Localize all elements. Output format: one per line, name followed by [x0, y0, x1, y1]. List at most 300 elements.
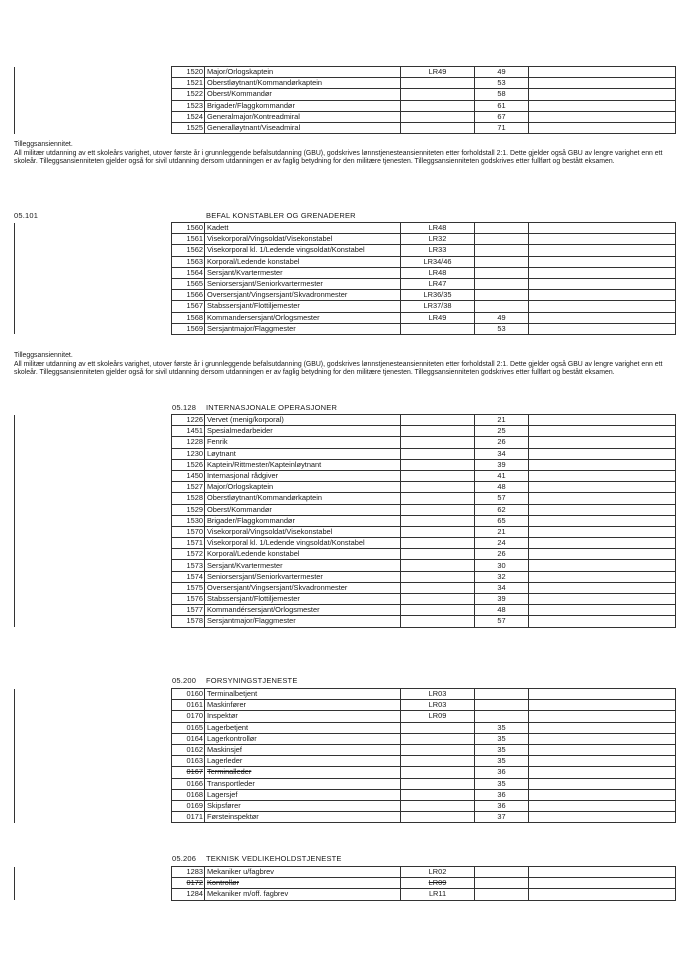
row-title: Lagersjef [205, 789, 401, 800]
row-blank [529, 459, 676, 470]
row-number [475, 711, 529, 722]
row-spacer [15, 605, 172, 616]
section-title: INTERNASJONALE OPERASJONER [206, 403, 338, 412]
row-title: Generalløytnant/Viseadmiral [205, 122, 401, 133]
table-row [15, 278, 676, 289]
row-number [475, 234, 529, 245]
row-code: 1451 [172, 426, 205, 437]
row-lr-grade: LR32 [401, 234, 475, 245]
row-code: 0169 [172, 800, 205, 811]
row-number: 57 [475, 493, 529, 504]
row-spacer [15, 312, 172, 323]
row-blank [529, 223, 676, 234]
position-table [14, 688, 676, 823]
table-row [15, 437, 676, 448]
row-number: 37 [475, 812, 529, 823]
row-number: 25 [475, 426, 529, 437]
row-spacer [15, 767, 172, 778]
row-spacer [15, 689, 172, 700]
table-row [15, 470, 676, 481]
row-number: 53 [475, 323, 529, 334]
row-lr-grade: LR03 [401, 700, 475, 711]
row-number: 53 [475, 78, 529, 89]
row-lr-grade [401, 78, 475, 89]
row-blank [529, 778, 676, 789]
row-title: Sersjantmajor/Flaggmester [205, 323, 401, 334]
table-row [15, 616, 676, 627]
table-row [15, 323, 676, 334]
row-blank [529, 448, 676, 459]
row-code: 1577 [172, 605, 205, 616]
row-spacer [15, 711, 172, 722]
row-number: 39 [475, 459, 529, 470]
row-lr-grade [401, 100, 475, 111]
row-spacer [15, 778, 172, 789]
row-title: Oberstløytnant/Kommandørkaptein [205, 78, 401, 89]
row-number: 30 [475, 560, 529, 571]
row-lr-grade [401, 560, 475, 571]
row-code: 0172 [172, 878, 205, 889]
row-title: Inspektør [205, 711, 401, 722]
row-lr-grade [401, 767, 475, 778]
row-code: 1530 [172, 515, 205, 526]
section-code: 05.206 [172, 854, 197, 863]
row-title: Vervet (menig/korporal) [205, 415, 401, 426]
row-code: 1562 [172, 245, 205, 256]
table-row [15, 111, 676, 122]
note-text: All militær utdanning av ett skoleårs varighet, utover første år i grunnleggende befalsutdanning (GBU), godskrives lønnstjenesteansienniteten etter forholdstall 2:1. Dette gjelder også GBU av lengre varighet enn ett skoleår. Tilleggsansienniteten gjelder også for sivil utdanning dersom utdanningen er av faglig betydning for den militære tjenesten. Tilleggsansienniteten godskrives etter fullført og bestått eksamen. [14, 149, 663, 166]
table-row [15, 504, 676, 515]
table-row [15, 889, 676, 900]
row-title: Lagerbetjent [205, 722, 401, 733]
seniority-note [14, 352, 675, 378]
row-blank [529, 515, 676, 526]
row-number: 67 [475, 111, 529, 122]
row-number: 49 [475, 312, 529, 323]
row-lr-grade: LR48 [401, 223, 475, 234]
row-code: 1228 [172, 437, 205, 448]
row-spacer [15, 878, 172, 889]
table-row [15, 426, 676, 437]
row-number: 35 [475, 733, 529, 744]
row-code: 1570 [172, 526, 205, 537]
row-code: 1575 [172, 582, 205, 593]
table-section-internasjonale [14, 414, 675, 628]
row-code: 0168 [172, 789, 205, 800]
table-row [15, 767, 676, 778]
row-spacer [15, 290, 172, 301]
row-code: 1560 [172, 223, 205, 234]
row-code: 1576 [172, 594, 205, 605]
row-code: 1524 [172, 111, 205, 122]
row-title: Korporal/Ledende konstabel [205, 549, 401, 560]
row-blank [529, 278, 676, 289]
row-title: Korporal/Ledende konstabel [205, 256, 401, 267]
table-row [15, 571, 676, 582]
section-title: TEKNISK VEDLIKEHOLDSTJENESTE [206, 854, 342, 863]
table-row [15, 756, 676, 767]
table-row [15, 594, 676, 605]
row-lr-grade: LR09 [401, 711, 475, 722]
position-table [14, 222, 676, 335]
row-lr-grade [401, 111, 475, 122]
row-code: 0162 [172, 744, 205, 755]
row-blank [529, 504, 676, 515]
row-code: 0164 [172, 733, 205, 744]
row-spacer [15, 889, 172, 900]
row-code: 1528 [172, 493, 205, 504]
row-blank [529, 889, 676, 900]
row-title: Visekorporal kl. 1/Ledende vingsoldat/Konstabel [205, 245, 401, 256]
row-lr-grade [401, 616, 475, 627]
row-lr-grade: LR02 [401, 867, 475, 878]
table-row [15, 878, 676, 889]
row-number: 36 [475, 800, 529, 811]
row-code: 1561 [172, 234, 205, 245]
row-lr-grade [401, 549, 475, 560]
row-spacer [15, 616, 172, 627]
table-row [15, 733, 676, 744]
row-number [475, 889, 529, 900]
row-title: Kommandérsersjant/Orlogsmester [205, 605, 401, 616]
row-code: 1569 [172, 323, 205, 334]
row-lr-grade: LR33 [401, 245, 475, 256]
row-lr-grade [401, 733, 475, 744]
row-lr-grade [401, 538, 475, 549]
row-code: 1526 [172, 459, 205, 470]
table-row [15, 582, 676, 593]
row-lr-grade [401, 778, 475, 789]
row-spacer [15, 267, 172, 278]
row-lr-grade: LR11 [401, 889, 475, 900]
row-blank [529, 571, 676, 582]
row-lr-grade [401, 437, 475, 448]
table-row [15, 526, 676, 537]
row-number [475, 245, 529, 256]
table-row [15, 459, 676, 470]
row-title: Oversersjant/Vingsersjant/Skvadronmester [205, 290, 401, 301]
row-number: 57 [475, 616, 529, 627]
row-number: 35 [475, 722, 529, 733]
row-spacer [15, 245, 172, 256]
row-code: 1230 [172, 448, 205, 459]
row-code: 0171 [172, 812, 205, 823]
row-title: Seniorsersjant/Seniorkvartermester [205, 571, 401, 582]
row-number: 39 [475, 594, 529, 605]
row-spacer [15, 549, 172, 560]
row-number [475, 267, 529, 278]
row-code: 1571 [172, 538, 205, 549]
row-spacer [15, 89, 172, 100]
row-spacer [15, 700, 172, 711]
table-row [15, 67, 676, 78]
row-blank [529, 756, 676, 767]
row-title: Brigader/Flaggkommandør [205, 515, 401, 526]
row-blank [529, 867, 676, 878]
row-number: 26 [475, 437, 529, 448]
row-blank [529, 234, 676, 245]
row-spacer [15, 426, 172, 437]
row-spacer [15, 515, 172, 526]
row-lr-grade: LR47 [401, 278, 475, 289]
row-blank [529, 722, 676, 733]
row-number: 35 [475, 778, 529, 789]
row-lr-grade [401, 526, 475, 537]
row-title: Kaptein/Rittmester/Kapteinløytnant [205, 459, 401, 470]
row-number: 35 [475, 744, 529, 755]
row-number [475, 223, 529, 234]
table-row [15, 867, 676, 878]
row-code: 1226 [172, 415, 205, 426]
row-title: Sersjantmajor/Flaggmester [205, 616, 401, 627]
row-number: 34 [475, 582, 529, 593]
row-blank [529, 415, 676, 426]
row-spacer [15, 722, 172, 733]
row-number: 61 [475, 100, 529, 111]
row-title: Visekorporal/Vingsoldat/Visekonstabel [205, 526, 401, 537]
row-blank [529, 290, 676, 301]
row-lr-grade [401, 594, 475, 605]
row-lr-grade: LR49 [401, 67, 475, 78]
row-blank [529, 616, 676, 627]
row-code: 1527 [172, 482, 205, 493]
table-row [15, 122, 676, 133]
row-spacer [15, 256, 172, 267]
row-lr-grade [401, 493, 475, 504]
row-title: Lagerkontrollør [205, 733, 401, 744]
row-spacer [15, 504, 172, 515]
table-row [15, 605, 676, 616]
row-number: 26 [475, 549, 529, 560]
row-lr-grade [401, 415, 475, 426]
row-blank [529, 733, 676, 744]
row-code: 1567 [172, 301, 205, 312]
table-row [15, 493, 676, 504]
row-lr-grade [401, 744, 475, 755]
row-spacer [15, 571, 172, 582]
table-section-forsyning [14, 688, 675, 823]
table-row [15, 515, 676, 526]
row-number [475, 301, 529, 312]
table-row [15, 223, 676, 234]
section-code: 05.128 [172, 403, 197, 412]
row-code: 1284 [172, 889, 205, 900]
row-title: Visekorporal kl. 1/Ledende vingsoldat/Konstabel [205, 538, 401, 549]
row-spacer [15, 470, 172, 481]
row-title: Oversersjant/Vingsersjant/Skvadronmester [205, 582, 401, 593]
row-blank [529, 711, 676, 722]
row-blank [529, 538, 676, 549]
position-table [14, 866, 676, 901]
row-number: 62 [475, 504, 529, 515]
row-blank [529, 526, 676, 537]
row-lr-grade [401, 459, 475, 470]
row-title: Brigader/Flaggkommandør [205, 100, 401, 111]
section-title: FORSYNINGSTJENESTE [206, 676, 298, 685]
row-number [475, 689, 529, 700]
row-blank [529, 437, 676, 448]
table-row [15, 700, 676, 711]
row-blank [529, 493, 676, 504]
section-title: BEFAL KONSTABLER OG GRENADERER [206, 211, 356, 220]
row-number [475, 290, 529, 301]
row-spacer [15, 538, 172, 549]
table-row [15, 448, 676, 459]
row-number: 21 [475, 415, 529, 426]
row-blank [529, 267, 676, 278]
table-row [15, 812, 676, 823]
row-number: 35 [475, 756, 529, 767]
row-spacer [15, 234, 172, 245]
row-number: 71 [475, 122, 529, 133]
table-section-teknisk [14, 866, 675, 901]
row-spacer [15, 812, 172, 823]
table-row [15, 301, 676, 312]
row-code: 1283 [172, 867, 205, 878]
table-row [15, 234, 676, 245]
row-spacer [15, 482, 172, 493]
note-heading: Tilleggsansiennitet. [14, 352, 73, 359]
table-row [15, 689, 676, 700]
table-row [15, 482, 676, 493]
position-table [14, 66, 676, 134]
table-row [15, 549, 676, 560]
row-code: 0165 [172, 722, 205, 733]
row-title: Sersjant/Kvartermester [205, 267, 401, 278]
row-lr-grade [401, 89, 475, 100]
row-number: 32 [475, 571, 529, 582]
row-blank [529, 122, 676, 133]
table-section-continuation [14, 66, 675, 134]
row-spacer [15, 448, 172, 459]
row-lr-grade [401, 122, 475, 133]
row-lr-grade [401, 789, 475, 800]
row-spacer [15, 437, 172, 448]
row-spacer [15, 493, 172, 504]
note-heading: Tilleggsansiennitet. [14, 141, 73, 148]
row-number [475, 278, 529, 289]
row-code: 1572 [172, 549, 205, 560]
row-lr-grade [401, 605, 475, 616]
row-spacer [15, 744, 172, 755]
table-row [15, 778, 676, 789]
row-title: Skipsfører [205, 800, 401, 811]
table-row [15, 312, 676, 323]
row-lr-grade: LR09 [401, 878, 475, 889]
row-number: 34 [475, 448, 529, 459]
row-blank [529, 549, 676, 560]
row-spacer [15, 800, 172, 811]
row-blank [529, 67, 676, 78]
row-number: 41 [475, 470, 529, 481]
row-code: 1523 [172, 100, 205, 111]
row-blank [529, 111, 676, 122]
row-code: 1529 [172, 504, 205, 515]
row-lr-grade [401, 571, 475, 582]
table-row [15, 711, 676, 722]
table-row [15, 100, 676, 111]
row-spacer [15, 100, 172, 111]
row-spacer [15, 415, 172, 426]
row-title: Spesialmedarbeider [205, 426, 401, 437]
row-code: 0170 [172, 711, 205, 722]
row-spacer [15, 459, 172, 470]
row-title: Maskinsjef [205, 744, 401, 755]
table-row [15, 722, 676, 733]
row-title: Kontrollør [205, 878, 401, 889]
row-number [475, 256, 529, 267]
row-code: 1564 [172, 267, 205, 278]
row-code: 0166 [172, 778, 205, 789]
row-title: Transportleder [205, 778, 401, 789]
table-row [15, 290, 676, 301]
row-number: 65 [475, 515, 529, 526]
row-spacer [15, 756, 172, 767]
row-number: 21 [475, 526, 529, 537]
table-row [15, 415, 676, 426]
row-title: Oberst/Kommandør [205, 504, 401, 515]
row-blank [529, 78, 676, 89]
row-title: Stabssersjant/Flottiljemester [205, 594, 401, 605]
row-lr-grade: LR37/38 [401, 301, 475, 312]
table-row [15, 800, 676, 811]
row-spacer [15, 278, 172, 289]
row-code: 0167 [172, 767, 205, 778]
row-blank [529, 470, 676, 481]
row-title: Stabssersjant/Flottiljemester [205, 301, 401, 312]
row-spacer [15, 122, 172, 133]
position-table [14, 414, 676, 628]
table-row [15, 245, 676, 256]
row-number [475, 867, 529, 878]
row-code: 1566 [172, 290, 205, 301]
row-title: Visekorporal/Vingsoldat/Visekonstabel [205, 234, 401, 245]
row-spacer [15, 323, 172, 334]
row-code: 0161 [172, 700, 205, 711]
row-number: 58 [475, 89, 529, 100]
row-title: Internasjonal rådgiver [205, 470, 401, 481]
row-blank [529, 245, 676, 256]
row-title: Fenrik [205, 437, 401, 448]
row-lr-grade [401, 812, 475, 823]
note-text: All militær utdanning av ett skoleårs varighet, utover første år i grunnleggende befalsutdanning (GBU), godskrives lønnstjenesteansienniteten etter forholdstall 2:1. Dette gjelder også GBU av lengre varighet enn ett skoleår. Tilleggsansienniteten gjelder også for sivil utdanning dersom utdanningen er av faglig betydning for den militære tjenesten. Tilleggsansienniteten godskrives etter fullført og bestått eksamen. [14, 360, 663, 377]
row-lr-grade: LR49 [401, 312, 475, 323]
row-code: 1521 [172, 78, 205, 89]
row-title: Oberstløytnant/Kommandørkaptein [205, 493, 401, 504]
row-title: Sersjant/Kvartermester [205, 560, 401, 571]
row-code: 1573 [172, 560, 205, 571]
row-blank [529, 812, 676, 823]
row-lr-grade: LR34/46 [401, 256, 475, 267]
row-code: 1525 [172, 122, 205, 133]
row-title: Mekaniker u/fagbrev [205, 867, 401, 878]
row-lr-grade [401, 800, 475, 811]
row-lr-grade [401, 482, 475, 493]
row-blank [529, 744, 676, 755]
row-number: 36 [475, 767, 529, 778]
row-blank [529, 594, 676, 605]
row-code: 1578 [172, 616, 205, 627]
row-title: Kadett [205, 223, 401, 234]
row-number: 48 [475, 482, 529, 493]
row-blank [529, 256, 676, 267]
row-blank [529, 426, 676, 437]
table-row [15, 256, 676, 267]
table-row [15, 789, 676, 800]
row-blank [529, 700, 676, 711]
row-lr-grade [401, 756, 475, 767]
row-title: Terminalbetjent [205, 689, 401, 700]
